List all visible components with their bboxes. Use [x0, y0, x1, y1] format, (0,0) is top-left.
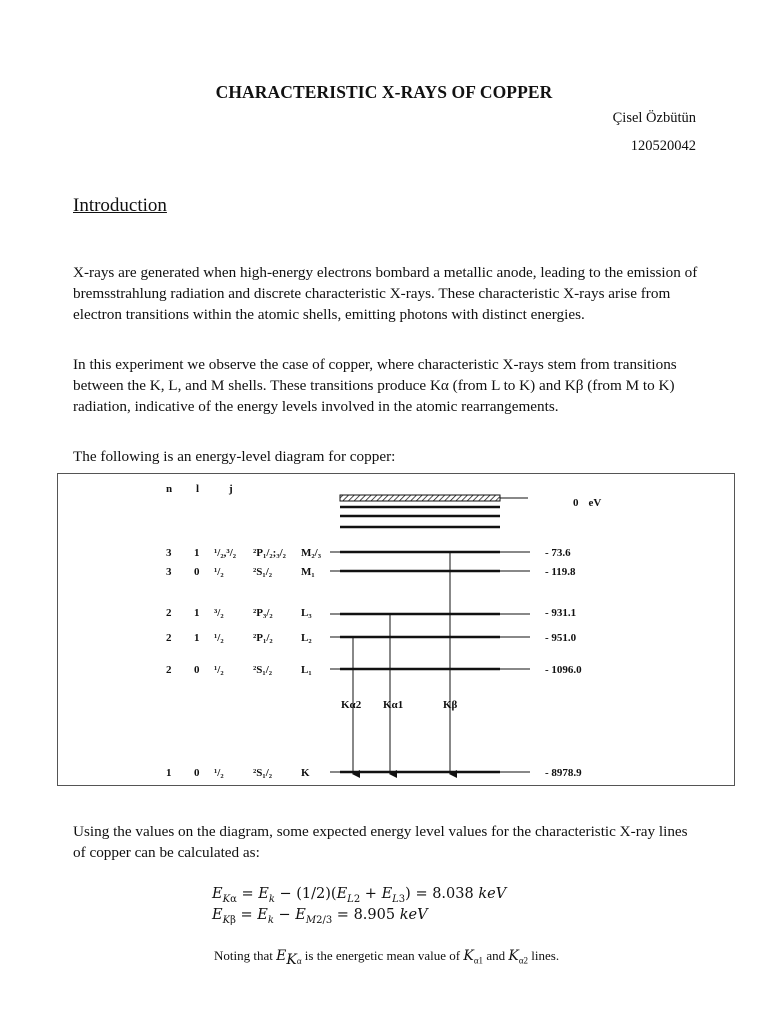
level-n: 3 [166, 566, 172, 578]
level-shell: L₂ [301, 632, 312, 644]
level-shell: L₃ [301, 607, 312, 619]
level-n: 2 [166, 664, 172, 676]
continuum-band [340, 495, 500, 501]
energy-level-diagram [57, 473, 735, 786]
paragraph-copper: In this experiment we observe the case of copper, where characteristic X-rays stem from transitions between the K, L, and M shells. These transitions produce Kα (from L to K) and Kβ (from M to K) radiation, indicative of the energy levels involved in the atomic rearrangements. [73, 356, 677, 415]
header-l: l [196, 483, 200, 495]
level-n: 3 [166, 547, 172, 559]
level-l: 1 [194, 632, 200, 644]
level-j: ¹/₂ [214, 566, 224, 578]
label-ka1: Kα1 [383, 699, 404, 711]
level-l: 1 [194, 607, 200, 619]
level-term: ²S₁/₂ [253, 767, 273, 779]
level-shell: L₁ [301, 664, 312, 676]
student-id: 120520042 [630, 138, 696, 154]
label-kb: Kβ [443, 699, 458, 711]
level-n: 2 [166, 632, 172, 644]
section-heading-introduction: Introduction [73, 195, 167, 216]
level-l: 0 [194, 767, 200, 779]
level-j: ¹/₂ [214, 767, 224, 779]
level-rows [166, 547, 582, 779]
page-title: CHARACTERISTIC X-RAYS OF COPPER [215, 82, 553, 102]
k-alpha-value: 8.038 [432, 886, 474, 902]
level-term: ²P₁/₂;₃/₂ [253, 547, 286, 559]
level-term: ²P₃/₂ [253, 607, 273, 619]
k-beta-value: 8.905 [353, 907, 396, 923]
level-energy: - 119.8 [545, 566, 576, 578]
level-j: ¹/₂ [214, 632, 224, 644]
label-ka2: Kα2 [341, 699, 362, 711]
paragraph-diagram-intro: The following is an energy-level diagram for copper: [73, 448, 396, 465]
level-j: ³/₂ [214, 607, 224, 619]
level-shell: M₁ [301, 566, 315, 578]
level-term: ²S₁/₂ [253, 566, 273, 578]
level-n: 2 [166, 607, 172, 619]
equation-k-alpha: $E_{K\alpha} = E_k - (1/2)(E_{L2} + E_{L3}) = 8.038$ keV [212, 886, 507, 905]
level-term: ²P₁/₂ [253, 632, 273, 644]
level-term: ²S₁/₂ [253, 664, 273, 676]
energy-level-diagram-svg [58, 474, 734, 785]
level-j: ¹/₂ [214, 664, 224, 676]
author-name: Çisel Özbütün [612, 110, 696, 126]
paragraph-calculation: Using the values on the diagram, some expected energy level values for the characteristic X-ray lines of copper can be calculated as: [73, 823, 688, 861]
level-energy: - 73.6 [545, 547, 571, 559]
level-shell: M₂/₃ [301, 547, 322, 559]
level-l: 1 [194, 547, 200, 559]
header-n: n [166, 483, 173, 495]
level-energy: - 931.1 [545, 607, 577, 619]
zero-energy-label: 0 eV [573, 497, 602, 509]
equation-k-beta: $E_{K\beta} = E_k - E_{M2/3} = 8.905$ keV [212, 907, 428, 926]
level-energy: - 1096.0 [545, 664, 582, 676]
level-j: ¹/₂,³/₂ [214, 547, 237, 559]
level-energy: - 8978.9 [545, 767, 582, 779]
level-l: 0 [194, 566, 200, 578]
level-energy: - 951.0 [545, 632, 577, 644]
level-shell: K [301, 767, 310, 779]
paragraph-intro: X-rays are generated when high-energy electrons bombard a metallic anode, leading to the emission of bremsstrahlung radiation and discrete characteristic X-rays. These characteristic X-rays arise from electron transitions within the atomic shells, emitting photons with distinct energies. [73, 264, 698, 323]
footnote-mean-value: Noting that $E_{K\alpha}$ is the energetic mean value of $K_{\alpha 1}$ and $K_{\alpha 2}$ lines. [214, 948, 560, 968]
level-l: 0 [194, 664, 200, 676]
level-n: 1 [166, 767, 172, 779]
header-j: j [229, 483, 233, 495]
